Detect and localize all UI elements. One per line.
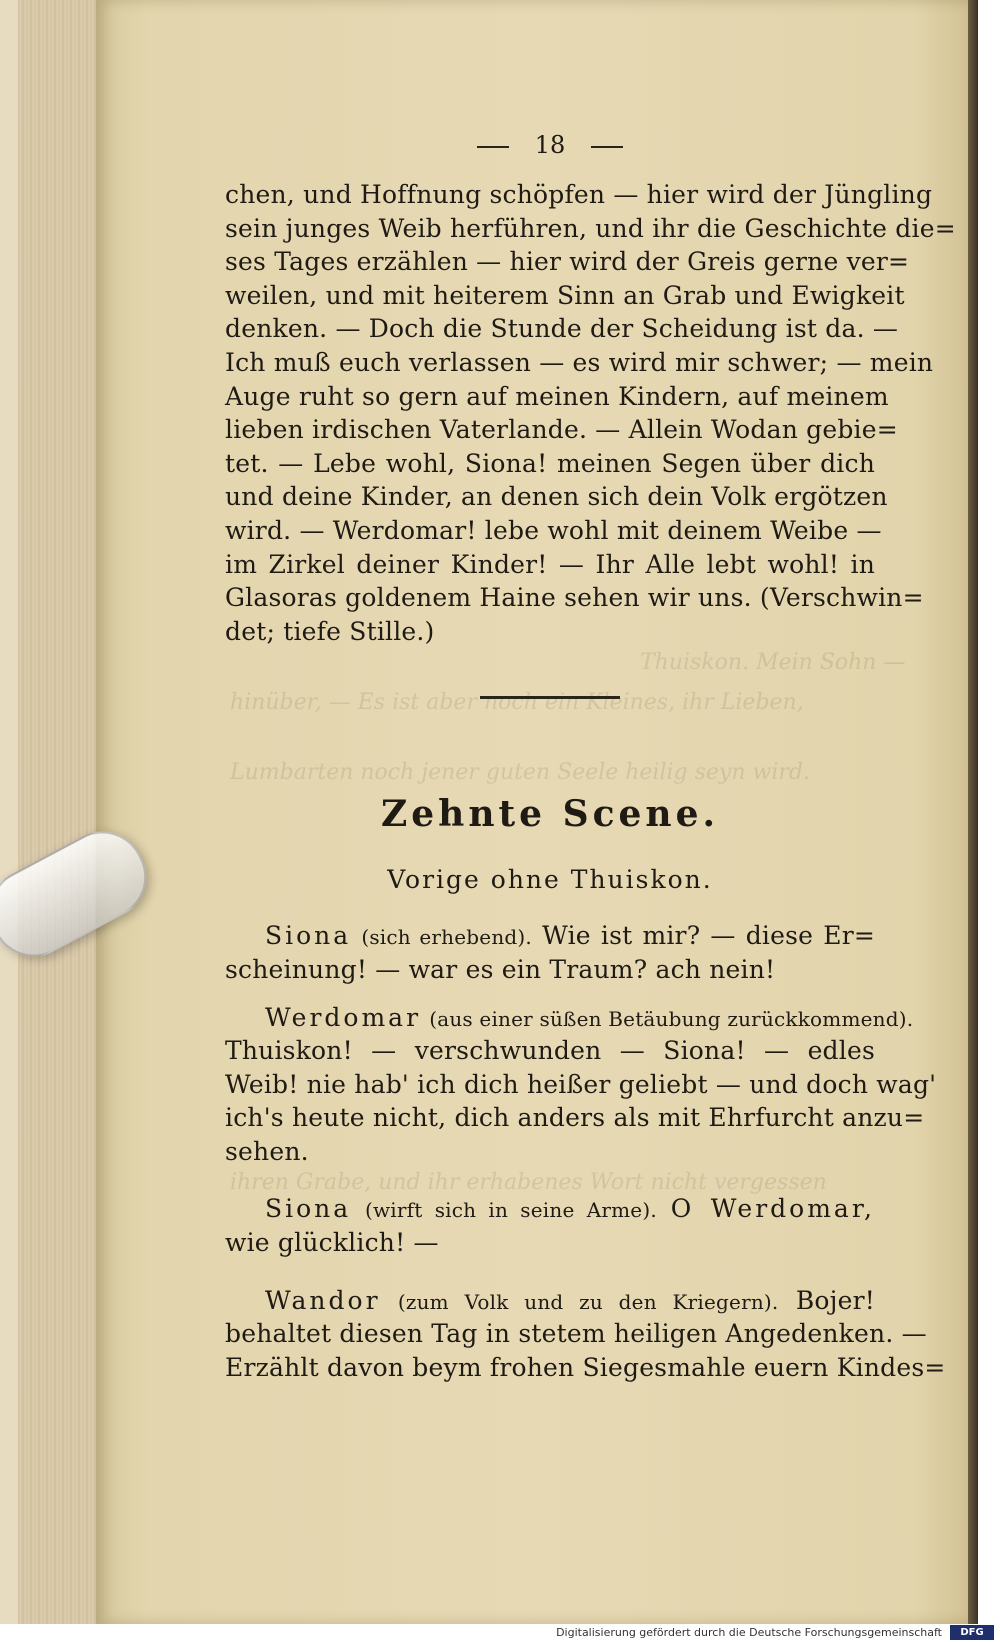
text-line: und deine Kinder, an denen sich dein Volk ergötzen: [225, 482, 888, 512]
stage-direction-inline: (aus einer süßen Betäubung zurückkommend).: [429, 1006, 914, 1031]
stage-direction: Vorige ohne Thuiskon.: [387, 865, 713, 895]
text-line: wie glücklich! —: [225, 1228, 439, 1258]
text-line: tet. — Lebe wohl, Siona! meinen Segen über dich: [225, 448, 875, 478]
stage-direction-inline: (wirft sich in seine Arme).: [364, 1198, 657, 1223]
text-line: [225, 1001, 914, 1035]
dialogue-werdomar: [225, 1001, 937, 1169]
dialogue-text: Wie ist mir? — diese Er=: [542, 921, 876, 951]
text-line: Thuiskon! — verschwunden — Siona! — edles: [225, 1036, 875, 1066]
page-gutter-shadow: [968, 0, 978, 1624]
speech-block: [225, 178, 956, 648]
dialogue-text: Bojer!: [795, 1285, 875, 1315]
text-line: Glasoras goldenem Haine sehen wir uns. (Verschwin=: [225, 583, 924, 613]
show-through-text: Thuiskon. Mein Sohn —: [640, 650, 906, 675]
text-line: sehen.: [225, 1136, 309, 1166]
text-line: [225, 1284, 875, 1318]
show-through-text: ihren Grabe, und ihr erhabenes Wort nicht vergessen: [230, 1170, 827, 1195]
stage-direction-inline: (sich erhebend).: [361, 925, 532, 950]
book-fore-edge: [18, 0, 96, 1624]
text-line: behaltet diesen Tag in stetem heiligen Angedenken. —: [225, 1319, 927, 1349]
speaker-name: Siona: [265, 921, 352, 951]
dfg-logo: DFG: [950, 1625, 994, 1640]
text-line: im Zirkel deiner Kinder! — Ihr Alle lebt wohl! in: [225, 549, 875, 579]
text-line: weilen, und mit heiterem Sinn an Grab und Ewigkeit: [225, 280, 905, 310]
text-line: lieben irdischen Vaterlande. — Allein Wodan gebie=: [225, 415, 898, 445]
speaker-name: Werdomar: [265, 1002, 422, 1032]
footer-bar: [0, 1624, 1000, 1642]
speaker-name: Siona: [265, 1194, 352, 1224]
text-line: chen, und Hoffnung schöpfen — hier wird der Jüngling: [225, 180, 933, 209]
stage-direction-inline: (zum Volk und zu den Kriegern).: [397, 1289, 779, 1314]
text-line: Ich muß euch verlassen — es wird mir schwer; — mein: [225, 347, 934, 377]
text-line: ich's heute nicht, dich anders als mit Ehrfurcht anzu=: [225, 1103, 925, 1133]
text-line: Weib! nie hab' ich dich heißer geliebt — und doch wag': [225, 1069, 937, 1099]
page-content: [225, 130, 956, 1384]
text-line: [225, 919, 875, 953]
text-line: Auge ruht so gern auf meinen Kindern, auf meinem: [225, 381, 889, 411]
dialogue-text: O Werdomar,: [670, 1194, 875, 1224]
show-through-text: hinüber, — Es ist aber noch ein Kleines, ihr Lieben,: [230, 690, 804, 715]
text-line: scheinung! — war es ein Traum? ach nein!: [225, 954, 776, 984]
page-header: [225, 130, 875, 160]
header-dash-right: [591, 146, 623, 148]
section-divider: [480, 696, 620, 699]
text-line: denken. — Doch die Stunde der Scheidung ist da. —: [225, 314, 899, 344]
scene-title: Zehnte Scene.: [380, 793, 720, 836]
text-line: ses Tages erzählen — hier wird der Greis gerne ver=: [225, 247, 910, 277]
text-line: [225, 1192, 875, 1226]
dialogue-wandor: [225, 1284, 946, 1385]
dialogue-siona-2: [225, 1192, 875, 1259]
text-line: sein junges Weib herführen, und ihr die Geschichte die=: [225, 213, 956, 243]
text-line: wird. — Werdomar! lebe wohl mit deinem Weibe —: [225, 515, 882, 545]
show-through-text: Lumbarten noch jener guten Seele heilig seyn wird.: [230, 760, 810, 785]
speaker-name: Wandor: [265, 1285, 381, 1315]
text-line: det; tiefe Stille.): [225, 616, 435, 646]
header-dash-left: [477, 146, 509, 148]
footer-credit: Digitalisierung gefördert durch die Deutsche Forschungsgemeinschaft: [556, 1626, 942, 1639]
text-line: Erzählt davon beym frohen Siegesmahle euern Kindes=: [225, 1352, 946, 1382]
dialogue-siona-1: [225, 919, 875, 986]
page-number: 18: [534, 131, 566, 159]
